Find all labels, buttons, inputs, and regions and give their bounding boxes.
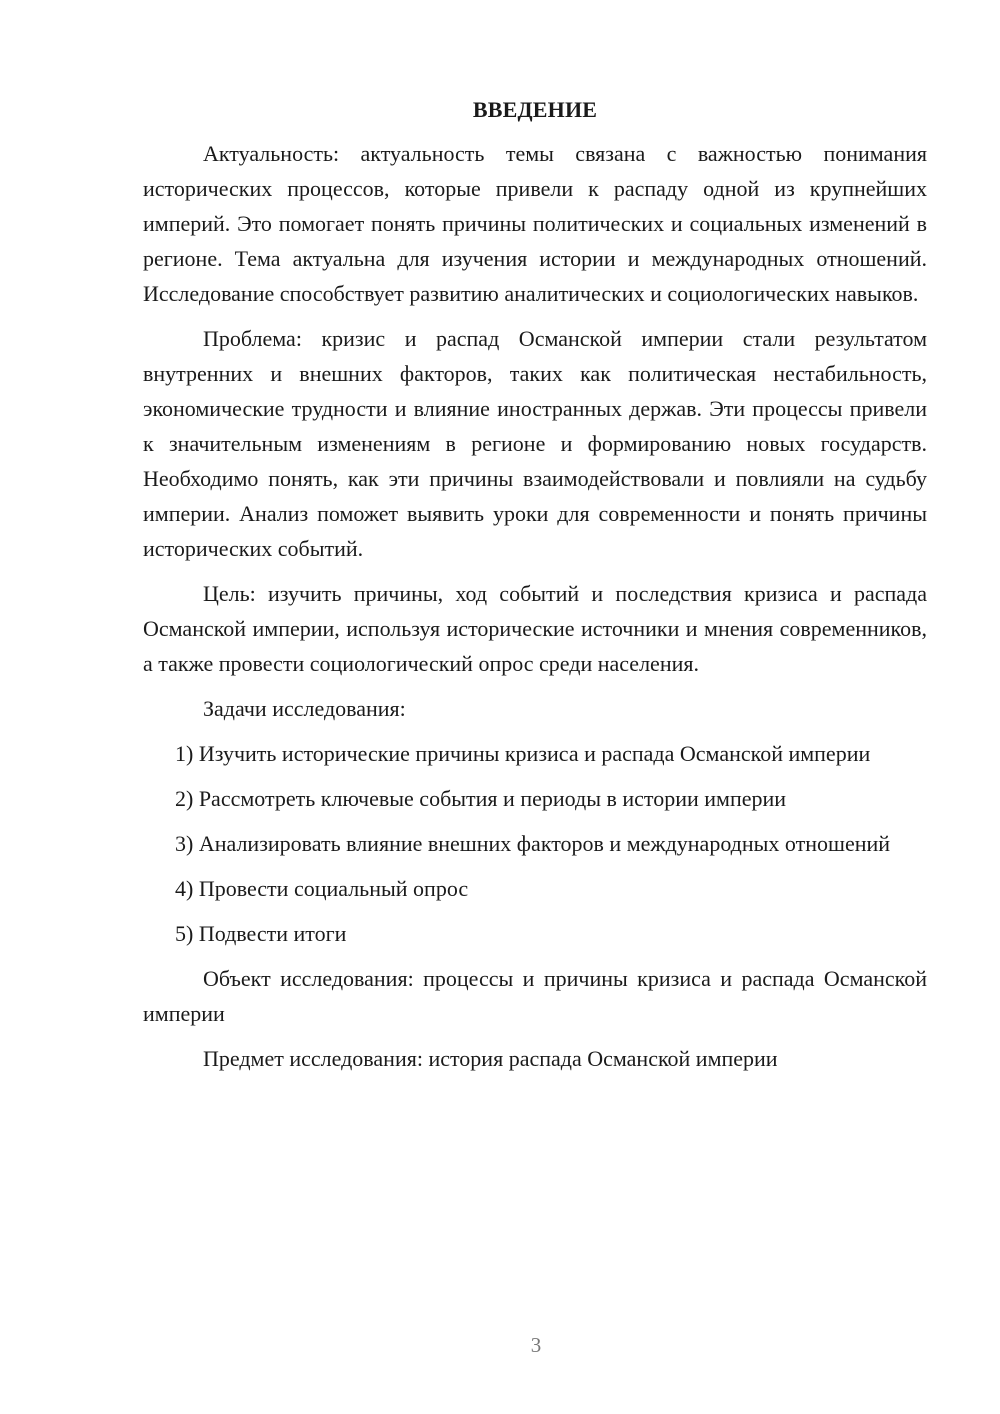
research-subject-paragraph: Предмет исследования: история распада Османской империи	[203, 1046, 778, 1071]
goal-paragraph: Цель: изучить причины, ход событий и последствия кризиса и распада Османской империи, используя исторические источники и мнения современников, а также провести социологический опрос среди населения.	[143, 581, 927, 676]
task-item-1: 1) Изучить исторические причины кризиса и распада Османской империи	[175, 741, 871, 766]
tasks-heading: Задачи исследования:	[203, 696, 406, 721]
page-title: ВВЕДЕНИЕ	[472, 97, 598, 122]
relevance-paragraph: Актуальность: актуальность темы связана с важностью понимания исторических процессов, которые привели к распаду одной из крупнейших империй. Это помогает понять причины политических и социальных изменений в регионе. Тема актуальна для изучения истории и международных отношений. Исследование способствует развитию аналитических и социологических навыков.	[143, 141, 927, 306]
task-item-4: 4) Провести социальный опрос	[175, 876, 469, 901]
research-object-paragraph: Объект исследования: процессы и причины кризиса и распада Османской империи	[143, 966, 927, 1026]
task-item-2: 2) Рассмотреть ключевые события и периоды в истории империи	[175, 786, 787, 811]
page-number: 3	[530, 1333, 542, 1357]
task-item-3: 3) Анализировать влияние внешних факторов и международных отношений	[175, 831, 891, 856]
page-content	[143, 94, 927, 1086]
task-item-5: 5) Подвести итоги	[175, 921, 347, 946]
problem-paragraph: Проблема: кризис и распад Османской империи стали результатом внутренних и внешних факторов, таких как политическая нестабильность, экономические трудности и влияние иностранных держав. Эти процессы привели к значительным изменениям в регионе и формированию новых государств. Необходимо понять, как эти причины взаимодействовали и повлияли на судьбу империи. Анализ поможет выявить уроки для современности и понять причины исторических событий.	[143, 326, 927, 561]
